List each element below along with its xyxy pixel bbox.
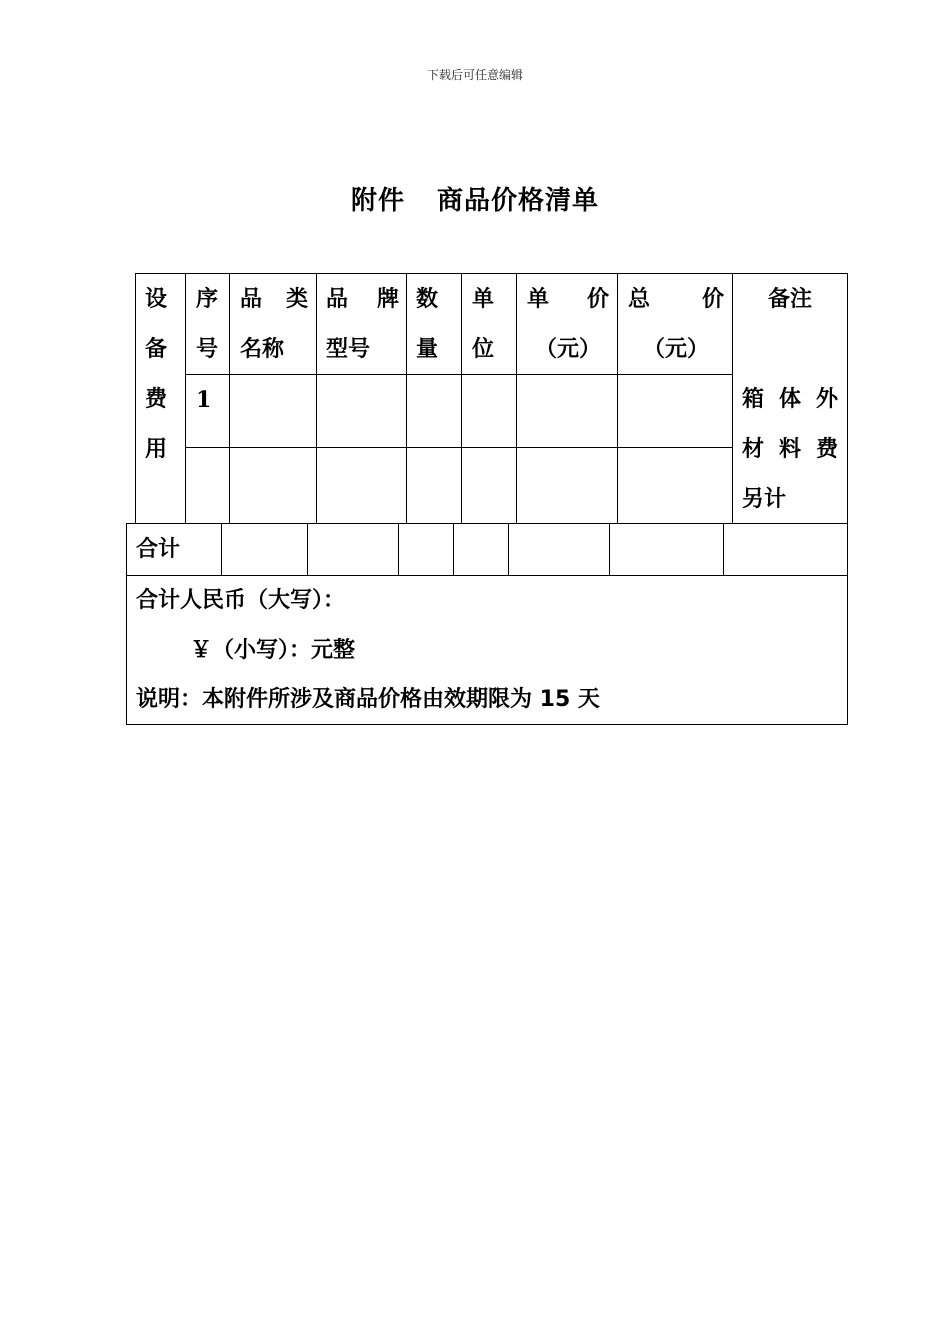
rmb-lower: ￥（小写）：元整 [190,638,356,663]
header-total-price: 总 价 （元） [628,287,724,362]
total-label: 合计 [136,537,181,562]
remark-text: 箱 体 外 材 料 费 另计 [742,387,838,512]
page-title [0,180,950,217]
header-note: 下载后可任意编辑 [426,68,523,82]
header-remark: 备注 [767,287,812,312]
header-seq: 序 号 [196,287,219,362]
header-unit: 单 位 [472,287,495,362]
col-group-label: 设 备 费 用 [145,287,168,462]
rmb-upper: 合计人民币（大写）： [136,588,346,613]
header-qty: 数 量 [416,287,439,362]
row-seq: 1 [196,387,212,413]
title-part1: 附件 [350,186,405,216]
header-unit-price: 单 价 （元） [527,287,609,362]
validity-note: 说明：本附件所涉及商品价格由效期限为 15 天 [136,687,600,712]
header-category: 品 类 名称 [240,287,308,362]
header-brand: 品 牌 型号 [326,287,399,362]
title-part2: 商品价格清单 [437,186,600,216]
